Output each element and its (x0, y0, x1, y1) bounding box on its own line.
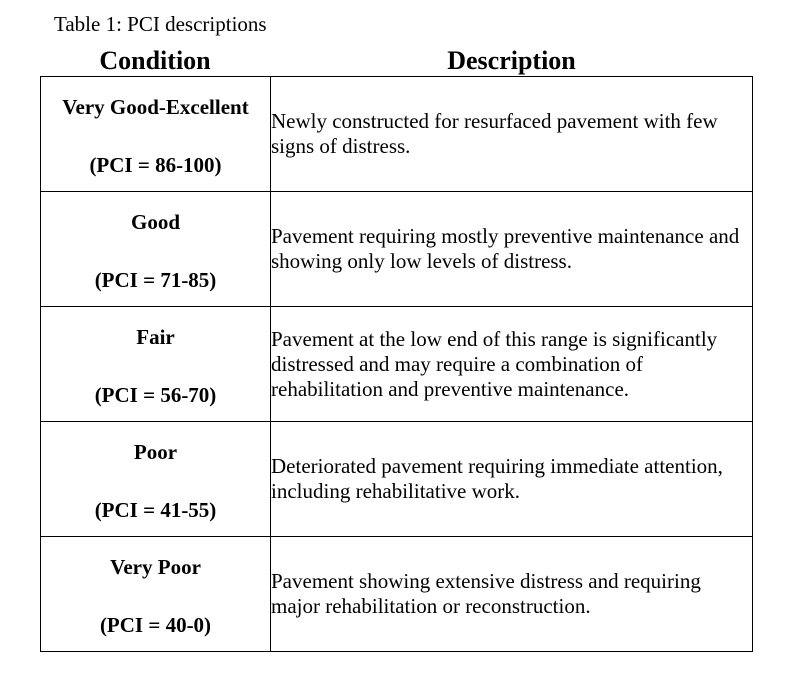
pci-range: (PCI = 86-100) (89, 153, 222, 177)
description-cell: Pavement at the low end of this range is significantly distressed and may require a combination of rehabilitation and preventive maintenance. (271, 307, 753, 422)
condition-cell (41, 307, 271, 422)
pci-range: (PCI = 71-85) (94, 268, 217, 292)
condition-name: Poor (133, 440, 178, 464)
table-row (41, 307, 753, 422)
pci-range: (PCI = 40-0) (99, 613, 212, 637)
table-row (41, 422, 753, 537)
pci-range: (PCI = 56-70) (94, 383, 217, 407)
table-row (41, 537, 753, 652)
table-caption: Table 1: PCI descriptions (54, 12, 267, 36)
description-cell: Pavement showing extensive distress and requiring major rehabilitation or reconstruction. (271, 537, 753, 652)
table-row (41, 77, 753, 192)
condition-name: Good (130, 210, 180, 234)
description-cell: Deteriorated pavement requiring immediate attention, including rehabilitative work. (271, 422, 753, 537)
condition-cell (41, 537, 271, 652)
condition-name: Fair (136, 325, 175, 349)
condition-column-header: Condition (99, 46, 211, 75)
description-cell: Pavement requiring mostly preventive maintenance and showing only low levels of distress. (271, 192, 753, 307)
condition-name: Very Poor (110, 555, 201, 579)
condition-cell (41, 77, 271, 192)
pci-table (40, 76, 753, 652)
table-row (41, 192, 753, 307)
description-column-header: Description (447, 46, 576, 75)
condition-cell (41, 422, 271, 537)
description-cell: Newly constructed for resurfaced pavement with few signs of distress. (271, 77, 753, 192)
pci-range: (PCI = 41-55) (94, 498, 217, 522)
condition-cell (41, 192, 271, 307)
condition-name: Very Good-Excellent (62, 95, 249, 119)
